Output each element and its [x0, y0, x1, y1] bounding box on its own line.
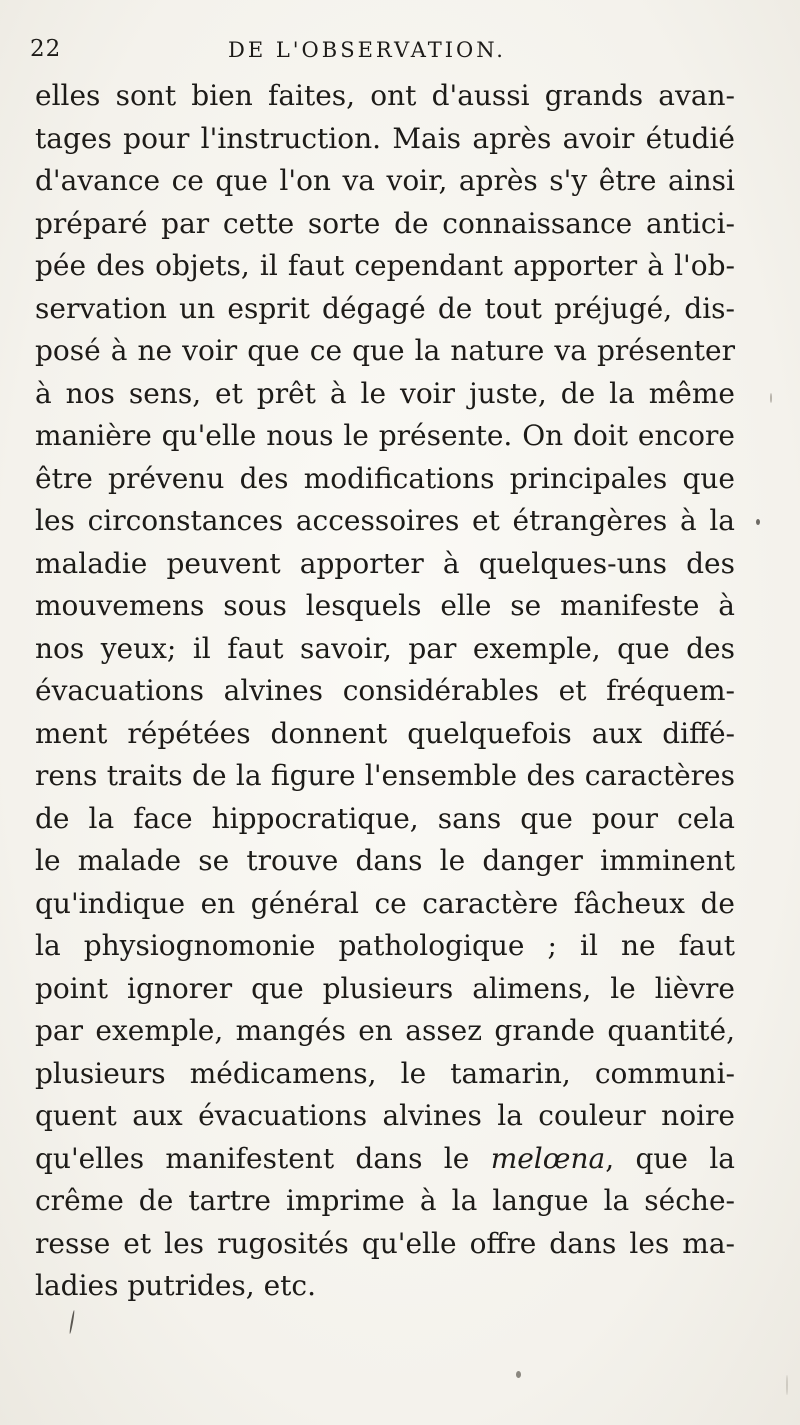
- page-number: 22: [30, 36, 62, 62]
- text-line: servation un esprit dégagé de tout préjugé, dis-: [35, 291, 735, 325]
- text-segment: , que la: [605, 1141, 735, 1175]
- text-line: posé à ne voir que ce que la nature va présenter: [35, 334, 735, 367]
- text-line: à nos sens, et prêt à le voir juste, de la même: [35, 376, 735, 410]
- text-line: préparé par cette sorte de connaissance antici-: [35, 206, 735, 240]
- text-line: tages pour l'instruction. Mais après avoir étudié: [35, 121, 735, 155]
- text-line: évacuations alvines considérables et fréquem-: [35, 674, 735, 707]
- ink-speck: [770, 393, 772, 403]
- text-line: manière qu'elle nous le présente. On doit encore: [35, 419, 735, 452]
- text-line: pée des objets, il faut cependant apporter à l'ob-: [35, 249, 735, 282]
- text-line: la physiognomonie pathologique ; il ne faut: [35, 929, 735, 962]
- running-head: DE L'OBSERVATION.: [228, 38, 506, 62]
- text-line: les circonstances accessoires et étrangères à la: [35, 504, 735, 537]
- text-line: elles sont bien faites, ont d'aussi grands avan-: [35, 79, 735, 112]
- text-segment: qu'elles manifestent dans le: [35, 1141, 491, 1175]
- text-line: maladie peuvent apporter à quelques-uns des: [35, 546, 735, 580]
- ink-speck: [516, 1371, 521, 1378]
- text-line: crême de tartre imprime à la langue la séche-: [35, 1184, 735, 1217]
- text-line: de la face hippocratique, sans que pour cela: [35, 801, 735, 835]
- text-line: point ignorer que plusieurs alimens, le lièvre: [35, 971, 735, 1005]
- text-line: d'avance ce que l'on va voir, après s'y être ainsi: [35, 164, 735, 197]
- ink-speck: [756, 519, 760, 525]
- text-line-with-italic: [35, 1138, 735, 1181]
- ink-mark: [69, 1310, 75, 1334]
- text-line: être prévenu des modifications principales que: [35, 461, 735, 495]
- ink-mark: [786, 1375, 788, 1395]
- text-line: mouvemens sous lesquels elle se manifeste à: [35, 589, 735, 622]
- text-line: le malade se trouve dans le danger imminent: [35, 844, 735, 877]
- page-header: [30, 36, 730, 72]
- text-line: rens traits de la figure l'ensemble des caractères: [35, 759, 735, 792]
- text-line: nos yeux; il faut savoir, par exemple, que des: [35, 631, 735, 665]
- text-line: ment répétées donnent quelquefois aux diffé-: [35, 716, 735, 750]
- italic-term-melaena: melœna: [490, 1141, 606, 1175]
- text-line: par exemple, mangés en assez grande quantité,: [35, 1014, 735, 1047]
- text-line: qu'indique en général ce caractère fâcheux de: [35, 886, 735, 920]
- body-text: [35, 75, 735, 1308]
- text-line-final: ladies putrides, etc.: [35, 1269, 316, 1302]
- text-line: quent aux évacuations alvines la couleur noire: [35, 1099, 735, 1132]
- text-line: resse et les rugosités qu'elle offre dans les ma-: [35, 1226, 735, 1260]
- text-line: plusieurs médicamens, le tamarin, communi-: [35, 1056, 735, 1090]
